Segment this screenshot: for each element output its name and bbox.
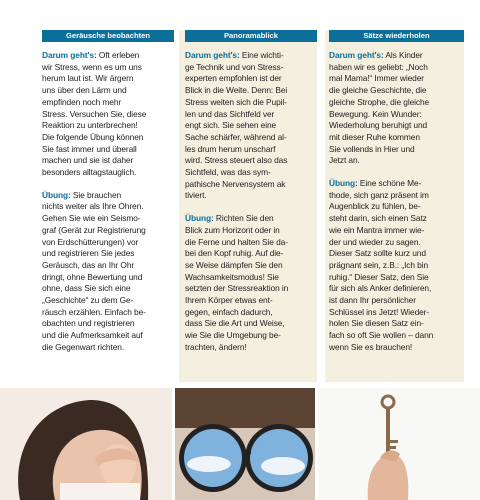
paragraph-body: Sie brauchen nichts weiter als Ihre Ohren. Gehen Sie wie ein Seismo- graf (Gerät zur Registrierung von Erdschütterungen) vor und registrieren Sie jedes Geräusch, das an Ihr Ohr dringt, ohne Bewertung und ohne, dass Sie sich eine „Geschichte“ zu dem Ge- räusch erzählen. Einfach be- obachten und registrieren und die Aufmerksamkeit auf die Gegenwart richten. xyxy=(42,189,146,352)
column-panoramablick xyxy=(179,30,317,382)
woman-listening-illustration xyxy=(0,388,172,500)
column-heading: Panoramablick xyxy=(185,30,317,42)
paragraph-lead: Übung: xyxy=(42,189,71,200)
paragraph-lead: Darum geht's: xyxy=(42,50,97,60)
paragraph-body: Eine schöne Me- thode, sich ganz präsent im Augenblick zu fühlen, be- steht darin, sich einen Satz wie ein Mantra immer wie- der und wieder zu sagen. Dieser Satz sollte kurz und prägnant sein, z.B.: „Ich bin ruhig.“ Dieser Satz, den Sie für sich als Anker definieren, ist dann Ihr persönlicher Schlüssel ins Jetzt! Wieder- holen Sie diesen Satz ein- fach so oft Sie wollen – dann wenn Sie es brauchen! xyxy=(329,178,434,352)
column-saetze xyxy=(325,30,464,382)
paragraph-body: Eine wichti- ge Technik und von Stress- experten empfohlen ist der Blick in die Weite. Denn: Bei Stress weiten sich die Pupil- len und das Sichtfeld ver engt sich. Sie sehen eine Sache schärfer, während al- les drum herum unscharf wird. Stress steuert also das Sichtfeld, was das sym- pathische Nervensystem ak tiviert. xyxy=(185,50,288,201)
key-illustration xyxy=(318,388,480,500)
paragraph-darum xyxy=(329,50,464,167)
paragraph-uebung xyxy=(42,190,174,354)
paragraph-lead: Darum geht's: xyxy=(329,50,384,60)
paragraph-darum xyxy=(185,50,317,202)
sunglasses-illustration xyxy=(175,388,315,500)
sunglasses-sky-photo xyxy=(175,388,315,500)
paragraph-darum xyxy=(42,50,174,179)
paragraph-lead: Darum geht's: xyxy=(185,50,240,60)
paragraph-body: Richten Sie den Blick zum Horizont oder in die Ferne und halten Sie da- bei den Kopf ruhig. Auf die- se Weise dämpfen Sie den Wachsamkeitsmodus! Sie setzten der Stressreaktion in Ihrem Körper etwas ent- gegen, einfach dadurch, dass Sie die Art und Weise, wie Sie die Umgebung be- trachten, ändern! xyxy=(185,213,289,352)
woman-listening-photo xyxy=(0,388,172,500)
hand-holding-key-photo xyxy=(318,388,480,500)
column-geraeusche xyxy=(42,30,174,382)
paragraph-body: Oft erleben wir Stress, wenn es um uns herum laut ist. Wir ärgern uns über den Lärm und empfinden noch mehr Stress. Versuchen Sie, diese Reaktion zu unterbrechen! Die folgende Übung können Sie fast immer und überall machen und sie ist daher besonders alltagstauglich. xyxy=(42,50,147,178)
paragraph-body: Als Kinder haben wir es geliebt: „Noch mal Mama!“ Immer wieder die gleiche Geschichte, die gleiche Strophe, die gleiche Bewegung. Kein Wunder: Wiederholung beruhigt und mit dieser Ruhe kommen Sie vollends in Hier und Jetzt an. xyxy=(329,50,430,166)
column-heading: Geräusche beobachten xyxy=(42,30,174,42)
column-heading: Sätze wiederholen xyxy=(329,30,464,42)
paragraph-uebung xyxy=(329,178,464,354)
paragraph-lead: Übung: xyxy=(329,178,358,189)
paragraph-uebung xyxy=(185,213,317,353)
paragraph-lead: Übung: xyxy=(185,213,214,224)
